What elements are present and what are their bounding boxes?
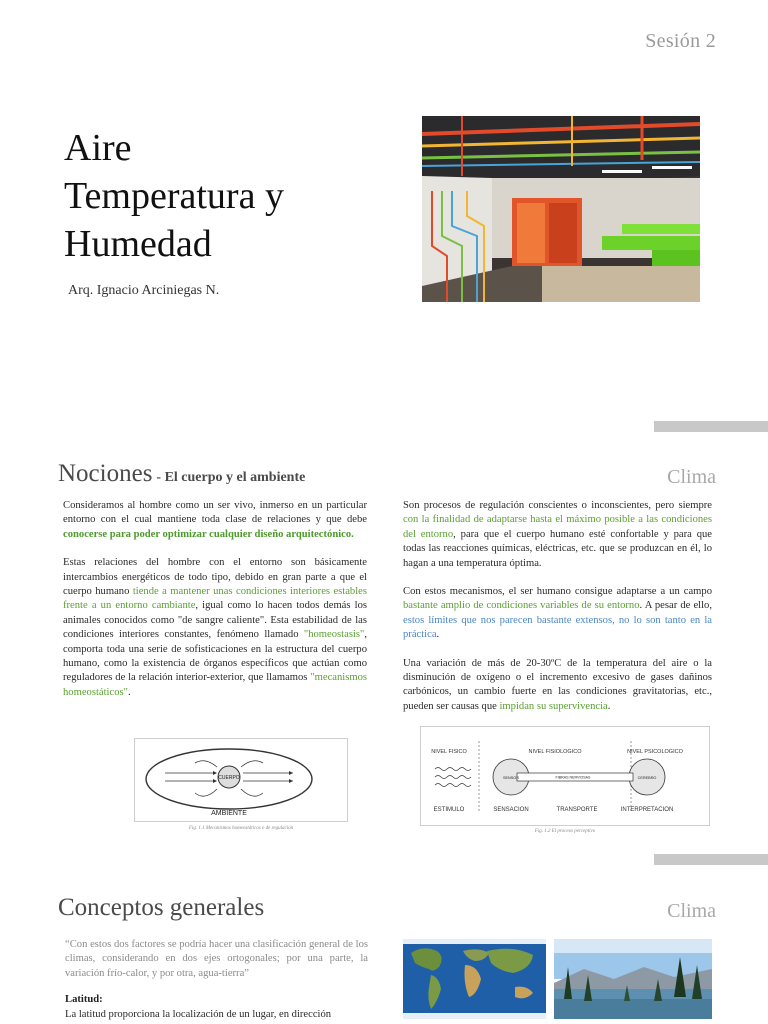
highlight-text: estos límites que nos parecen bastante extensos, no lo son tanto en la práctica bbox=[403, 614, 712, 641]
section-right-label: Clima bbox=[667, 466, 716, 488]
section-divider-bar bbox=[654, 421, 768, 432]
paragraph bbox=[403, 499, 712, 571]
highlight-text: conocerse para poder optimizar cualquier diseño arquitectónico. bbox=[63, 528, 354, 540]
stage-label: INTERPRETACION bbox=[620, 807, 674, 813]
session-label: Sesión 2 bbox=[645, 30, 716, 52]
level-label: NIVEL PSICOLOGICO bbox=[627, 749, 683, 755]
highlight-text: tiende a mantener unas condiciones interiores estables frente a un entorno cambiante bbox=[63, 586, 367, 612]
highlight-text: con la finalidad de adaptarse hasta el máximo posible a las condiciones del entorno bbox=[403, 514, 712, 540]
page-title bbox=[64, 124, 284, 268]
figure-homeostatic bbox=[134, 738, 348, 822]
title-line-2: Temperatura y bbox=[64, 175, 284, 217]
author-name: Arq. Ignacio Arciniegas N. bbox=[68, 283, 220, 298]
title-line-1: Aire bbox=[64, 127, 132, 169]
node-label: FIBRAS NERVIOSAS bbox=[555, 775, 591, 780]
section-subtitle: - El cuerpo y el ambiente bbox=[156, 470, 306, 485]
paragraph bbox=[403, 657, 712, 715]
concepts-text bbox=[65, 938, 368, 1022]
latitud-text: La latitud proporciona la localización de un lugar, en dirección bbox=[65, 1008, 332, 1020]
section-divider-bar bbox=[654, 854, 768, 865]
world-map-illustration bbox=[403, 939, 546, 1019]
stage-label: SENSACION bbox=[493, 807, 529, 813]
text-run: . A pesar de ello, bbox=[639, 600, 712, 612]
figure-caption: Fig. 1.2 El proceso perceptivo bbox=[534, 829, 596, 834]
text-run: , igual como lo hacen todos demás los animales conocidos como "de sangre caliente". Esta estabilidad de las condiciones interiores constantes, fenómeno llamado bbox=[63, 600, 367, 641]
text-run: , comporta toda una serie de sofisticaciones en la estructura del cuerpo humano, como la existencia de órganos específicos que actúan como reguladores de la relación interior-exterior, que llamamos bbox=[63, 629, 367, 684]
stage-label: ESTIMULO bbox=[433, 807, 465, 813]
paragraph bbox=[403, 585, 712, 643]
office-interior-illustration bbox=[422, 116, 700, 302]
right-column-text bbox=[403, 499, 712, 714]
office-interior-photo bbox=[422, 116, 700, 302]
highlight-text: "homeostasis" bbox=[303, 629, 365, 641]
lake-landscape-illustration bbox=[554, 939, 712, 1019]
world-map-image bbox=[403, 939, 546, 1019]
text-run: . bbox=[436, 629, 440, 641]
figure-caption: Fig. 1.1 Mecanismos homeostáticos o de regulación bbox=[188, 826, 294, 831]
paragraph bbox=[63, 556, 367, 700]
latitud-heading: Latitud: bbox=[65, 994, 103, 1006]
title-line-3: Humedad bbox=[64, 223, 212, 265]
text-run: Con estos mecanismos, el ser humano consigue adaptarse a un campo bbox=[403, 586, 712, 598]
text-run: Una variación de más de 20-30ºC de la temperatura del aire o la disminución de oxígeno o el incremento excesivo de gases dañinos carbónicos, un cambio fuerte en las condiciones gravitatorias, etc., pueden ser causas que bbox=[403, 657, 712, 712]
quote-text: “Con estos dos factores se podría hacer una clasificación general de los climas, considerando en dos ejes ortogonales; por una parte, la variación frío-calor, y por otra, agua-tierra” bbox=[65, 939, 368, 979]
stage-label: TRANSPORTE bbox=[556, 807, 598, 813]
lake-landscape-image bbox=[554, 939, 712, 1019]
level-label: NIVEL FISIOLOGICO bbox=[528, 749, 582, 755]
left-column-text bbox=[63, 499, 367, 700]
fig1-bottom-label: AMBIENTE bbox=[211, 810, 247, 817]
text-run: Son procesos de regulación conscientes o inconscientes, pero siempre bbox=[403, 500, 712, 511]
section-title: Nociones bbox=[58, 460, 153, 487]
section-heading-nociones bbox=[58, 460, 305, 488]
highlight-text: impidan su supervivencia bbox=[499, 700, 608, 712]
perception-diagram bbox=[421, 727, 709, 825]
section-title: Conceptos generales bbox=[58, 894, 265, 921]
text-run: Estas relaciones del hombre con el entorno son básicamente intercambios energéticos de todo tipo, debido en gran parte a que el cuerpo humano bbox=[63, 557, 367, 598]
highlight-text: "mecanismos homeostáticos" bbox=[63, 672, 367, 698]
section-right-label: Clima bbox=[667, 900, 716, 922]
node-label: SENSOR bbox=[502, 776, 520, 780]
homeostatic-diagram bbox=[135, 739, 347, 821]
text-run: . bbox=[607, 700, 611, 712]
highlight-text: bastante amplio de condiciones variables de su entorno bbox=[403, 600, 640, 612]
text-run: . bbox=[127, 686, 131, 698]
text-run: , para que el cuerpo humano esté confortable y para que todas las reacciones químicas, eléctricas, etc. que se produzcan en él, lo hagan a una temperatura óptima. bbox=[403, 528, 712, 569]
paragraph bbox=[63, 499, 367, 542]
text-run: Consideramos al hombre como un ser vivo, inmerso en un particular entorno con el cual mantiene toda clase de relaciones y que debe bbox=[63, 500, 367, 526]
fig1-center-label: CUERPO bbox=[218, 775, 240, 781]
node-label: CEREBRO bbox=[637, 776, 657, 780]
level-label: NIVEL FISICO bbox=[431, 749, 467, 755]
figure-perception bbox=[420, 726, 710, 826]
